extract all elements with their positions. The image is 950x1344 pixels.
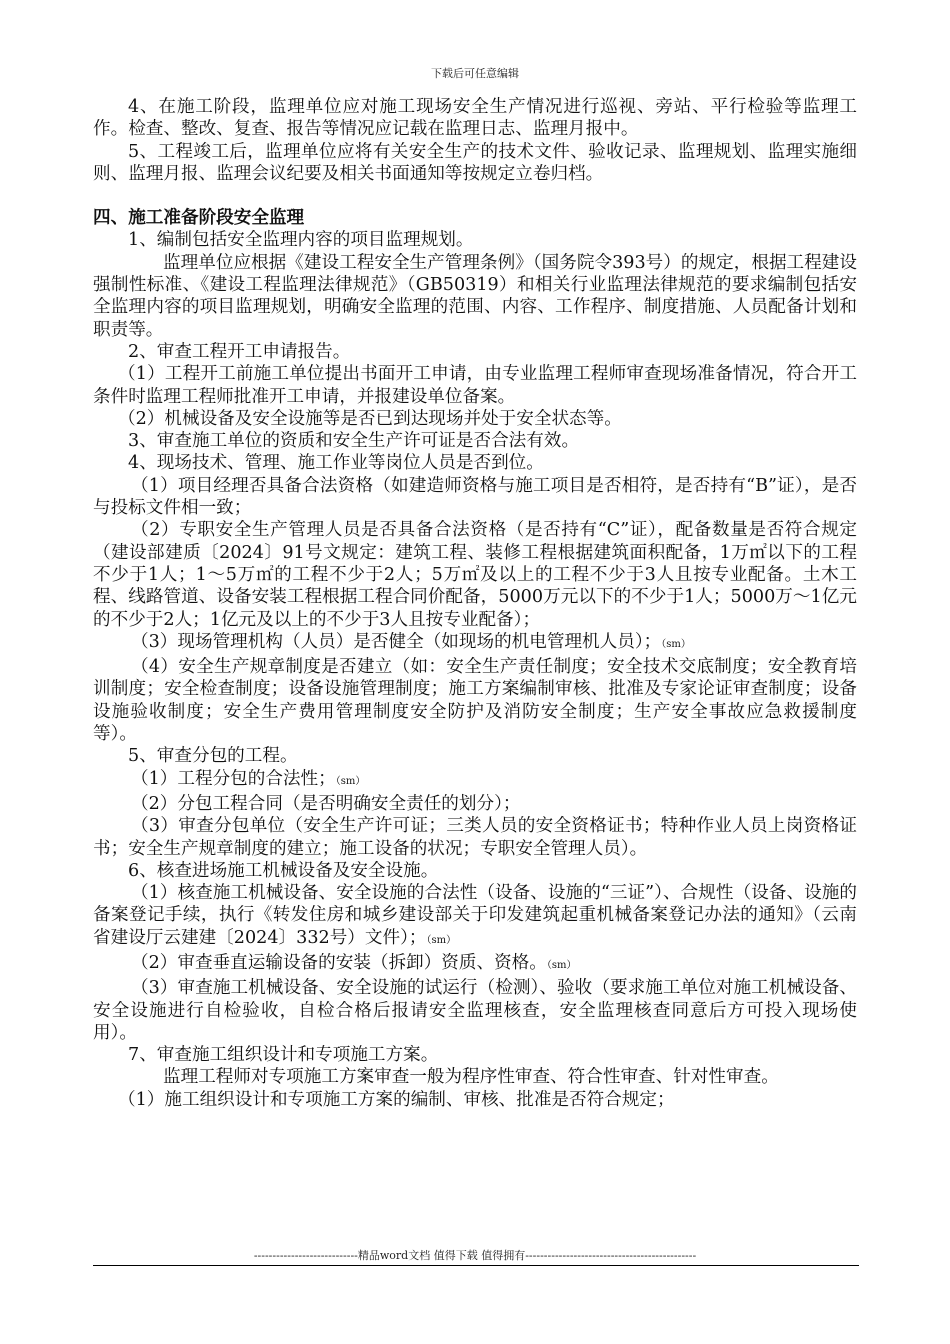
paragraph [93,452,857,474]
paragraph-text: （3）审查施工机械设备、安全设施的试运行（检测）、验收（要求施工单位对施工机械设备、安全设施进行自检验收，自检合格后报请安全监理核查，安全监理核查同意后方可投入现场使用）。 [93,978,857,1043]
paragraph-text: （2）审查垂直运输设备的安装（拆卸）资质、资格。 [131,952,547,973]
page-footer: ----------------------------精品word文档 值得下载 值得拥有---------------------------------------------- [253,1249,697,1262]
paragraph [93,793,857,815]
paragraph-text: 5、审查分包的工程。 [128,746,298,767]
paragraph [93,745,857,767]
paragraph [93,952,857,977]
paragraph-text: （3）审查分包单位（安全生产许可证；三类人员的安全资格证书；特种作业人员上岗资格证书；安全生产规章制度的建立；施工设备的状况；专职安全管理人员）。 [93,816,857,859]
paragraph-text: （1）工程开工前施工单位提出书面开工申请，由专业监理工程师审查现场准备情况，符合开工条件时监理工程师批准开工申请，并报建设单位备案。 [93,364,857,407]
paragraph-text: （2）机械设备及安全设施等是否已到达现场并处于安全状态等。 [118,408,622,429]
sm-note: （sm） [335,775,366,787]
paragraph [93,252,857,341]
sm-note: （sm） [661,638,691,650]
paragraph [93,815,857,860]
paragraph [93,631,857,656]
paragraph [93,656,857,745]
paragraph [93,141,857,186]
paragraph [93,229,857,251]
paragraph [93,977,857,1044]
sm-note: （sm） [546,959,577,971]
paragraph-text: 2、审查工程开工申请报告。 [128,341,351,362]
paragraph [93,408,857,430]
document-body [93,96,857,1111]
footer-rule [93,1265,859,1266]
paragraph [93,860,857,882]
paragraph-text: （1）施工组织设计和专项施工方案的编制、审核、批准是否符合规定； [118,1089,675,1110]
paragraph [93,768,857,793]
page-header: 下载后可任意编辑 [431,67,519,80]
paragraph-text: （2）专职安全生产管理人员是否具备合法资格（是否持有“C”证），配备数量是否符合规定（建设部建质〔2024〕91号文规定：建筑工程、装修工程根据建筑面积配备，1万㎡以下的工程不少于1人；1～5万㎡的工程不少于2人；5万㎡及以上的工程不少于3人且按专业配备。土木工程、线路管道、设备安装工程根据工程合同价配备，5000万元以下的不少于1人；5000万～1亿元的不少于2人；1亿元及以上的不少于3人且按专业配备）； [93,520,857,630]
paragraph [93,1044,857,1066]
paragraph [93,341,857,363]
paragraph-text: 监理单位应根据《建设工程安全生产管理条例》（国务院令393号）的规定，根据工程建设强制性标准、《建设工程监理法律规范》（GB50319）和相关行业监理法律规范的要求编制包括安全监理内容的项目监理规划，明确安全监理的范围、内容、工作程序、制度措施、人员配备计划和职责等。 [93,252,857,340]
paragraph-text: 监理工程师对专项施工方案审查一般为程序性审查、符合性审查、针对性审查。 [163,1067,779,1088]
paragraph-text: （2）分包工程合同（是否明确安全责任的划分）； [131,793,521,814]
paragraph [93,519,857,630]
paragraph [93,1089,857,1111]
paragraph [93,430,857,452]
paragraph-text: 5、工程竣工后，监理单位应将有关安全生产的技术文件、验收记录、监理规划、监理实施细则、监理月报、监理会议纪要及相关书面通知等按规定立卷归档。 [93,141,857,184]
paragraph [93,96,857,141]
paragraph-text: （1）核查施工机械设备、安全设施的合法性（设备、设施的“三证”）、合规性（设备、设施的备案登记手续，执行《转发住房和城乡建设部关于印发建筑起重机械备案登记办法的通知》（云南省建设厅云建建〔2024〕332号）文件）； [93,883,857,948]
paragraph [93,1066,857,1088]
paragraph-text: 4、现场技术、管理、施工作业等岗位人员是否到位。 [128,453,544,474]
paragraph [93,882,857,952]
paragraph-text: 1、编制包括安全监理内容的项目监理规划。 [128,230,474,251]
sm-note: （sm） [426,934,457,946]
section-heading: 四、施工准备阶段安全监理 [93,208,305,229]
paragraph-text: （1）项目经理否具备合法资格（如建造师资格与施工项目是否相符，是否持有“B”证），是否与投标文件相一致； [93,475,857,519]
paragraph-gap [93,185,857,207]
paragraph-text: （1）工程分包的合法性； [131,768,336,789]
paragraph-text: 6、核查进场施工机械设备及安全设施。 [128,860,439,881]
paragraph [93,363,857,408]
paragraph-text: 3、审查施工单位的资质和安全生产许可证是否合法有效。 [128,431,580,452]
paragraph-text: 7、审查施工组织设计和专项施工方案。 [128,1045,439,1066]
paragraph-text: （4）安全生产规章制度是否建立（如：安全生产责任制度；安全技术交底制度；安全教育培训制度；安全检查制度；设备设施管理制度；施工方案编制审核、批准及专家论证审查制度；设备设施验收制度；安全生产费用管理制度安全防护及消防安全制度；生产安全事故应急救援制度等）。 [93,657,857,745]
paragraph-text: （3）现场管理机构（人员）是否健全（如现场的机电管理机人员）； [131,631,662,652]
paragraph [93,475,857,520]
paragraph-text: 4、在施工阶段，监理单位应对施工现场安全生产情况进行巡视、旁站、平行检验等监理工作。检查、整改、复查、报告等情况应记载在监理日志、监理月报中。 [93,97,857,140]
